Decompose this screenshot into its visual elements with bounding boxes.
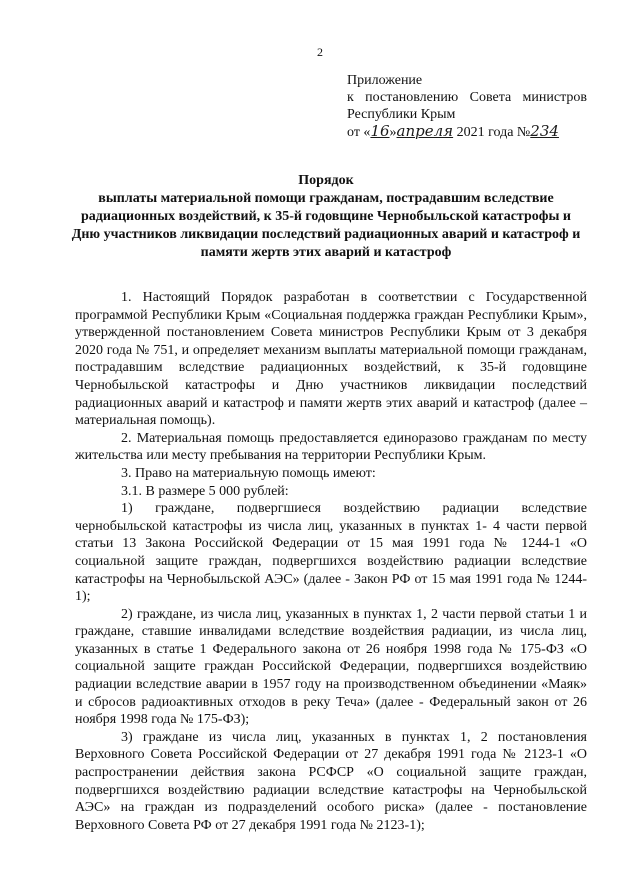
appendix-resolution: к постановлению Совета министров — [347, 90, 587, 105]
document-body — [75, 289, 587, 834]
paragraph-1: 1. Настоящий Порядок разработан в соответствии с Государственной программой Республики Крым «Социальная поддержка граждан Республики Крым», утвержденной постановлением Совета министров Республики Крым от 3 декабря 2020 года № 751, и определяет механизм выплаты материальной помощи гражданам, пострадавшим вследствие радиационных воздействий, к 35-й годовщине Чернобыльской катастрофы и Дню участников ликвидации последствий радиационных аварий и катастроф и памяти жертв этих аварий и катастроф (далее – материальная помощь). — [75, 290, 587, 429]
page-number: 2 — [317, 45, 323, 59]
document-title — [66, 172, 586, 262]
date-prefix: от « — [347, 125, 371, 140]
paragraph-2: 2. Материальная помощь предоставляется единоразово гражданам по месту жительства или месту пребывания на территории Республики Крым. — [75, 430, 587, 464]
paragraph-item-3: 3) граждане из числа лиц, указанных в пунктах 1, 2 постановления Верховного Совета Российской Федерации от 27 декабря 1991 года № 2123-1 «О распространении действия закона РСФСР «О социальной защите граждан, подвергшихся воздействию радиации вследствие катастрофы на Чернобыльской АЭС» на граждан из подразделений особого риска» (далее - постановление Верховного Совета РФ от 27 декабря 1991 года № 2123-1); — [75, 729, 587, 833]
handwritten-number: 234 — [530, 122, 559, 140]
appendix-date-line — [347, 123, 587, 141]
appendix-republic: Республики Крым — [347, 107, 456, 122]
appendix-block — [347, 72, 587, 141]
date-mid: » — [389, 125, 397, 140]
title-heading: Порядок — [298, 173, 354, 188]
handwritten-day: 16 — [370, 122, 390, 140]
handwritten-month: апреля — [396, 122, 454, 140]
title-subtitle: выплаты материальной помощи гражданам, пострадавшим вследствие радиационных воздействий, к 35-й годовщине Чернобыльской катастрофы и Дню участников ликвидации последствий радиационных аварий и катастроф и памяти жертв этих аварий и катастроф — [71, 191, 581, 260]
paragraph-item-2: 2) граждане, из числа лиц, указанных в пунктах 1, 2 части первой статьи 1 и граждане, ставшие инвалидами вследствие воздействия радиации, из числа лиц, указанных в статье 1 Федерального закона от 26 ноября 1998 года № 175-ФЗ «О социальной защите граждан Российской Федерации, подвергшихся воздействию радиации вследствие аварии в 1957 году на производственном объединении «Маяк» и сбросов радиоактивных отходов в реку Теча» (далее - Федеральный закон от 26 ноября 1998 года № 175-ФЗ); — [75, 606, 587, 728]
paragraph-3: 3. Право на материальную помощь имеют: — [121, 465, 376, 481]
paragraph-item-1: 1) граждане, подвергшиеся воздействию радиации вследствие чернобыльской катастрофы из числа лиц, указанных в пунктах 1- 4 части первой статьи 13 Закона Российской Федерации от 15 мая 1991 года № 1244-1 «О социальной защите граждан, подвергшихся воздействию радиации вследствие катастрофы на Чернобыльской АЭС» (далее - Закон РФ от 15 мая 1991 года № 1244-1); — [75, 501, 587, 605]
appendix-label: Приложение — [347, 73, 423, 88]
date-year: 2021 года № — [456, 125, 531, 140]
paragraph-3-1: 3.1. В размере 5 000 рублей: — [121, 483, 289, 499]
